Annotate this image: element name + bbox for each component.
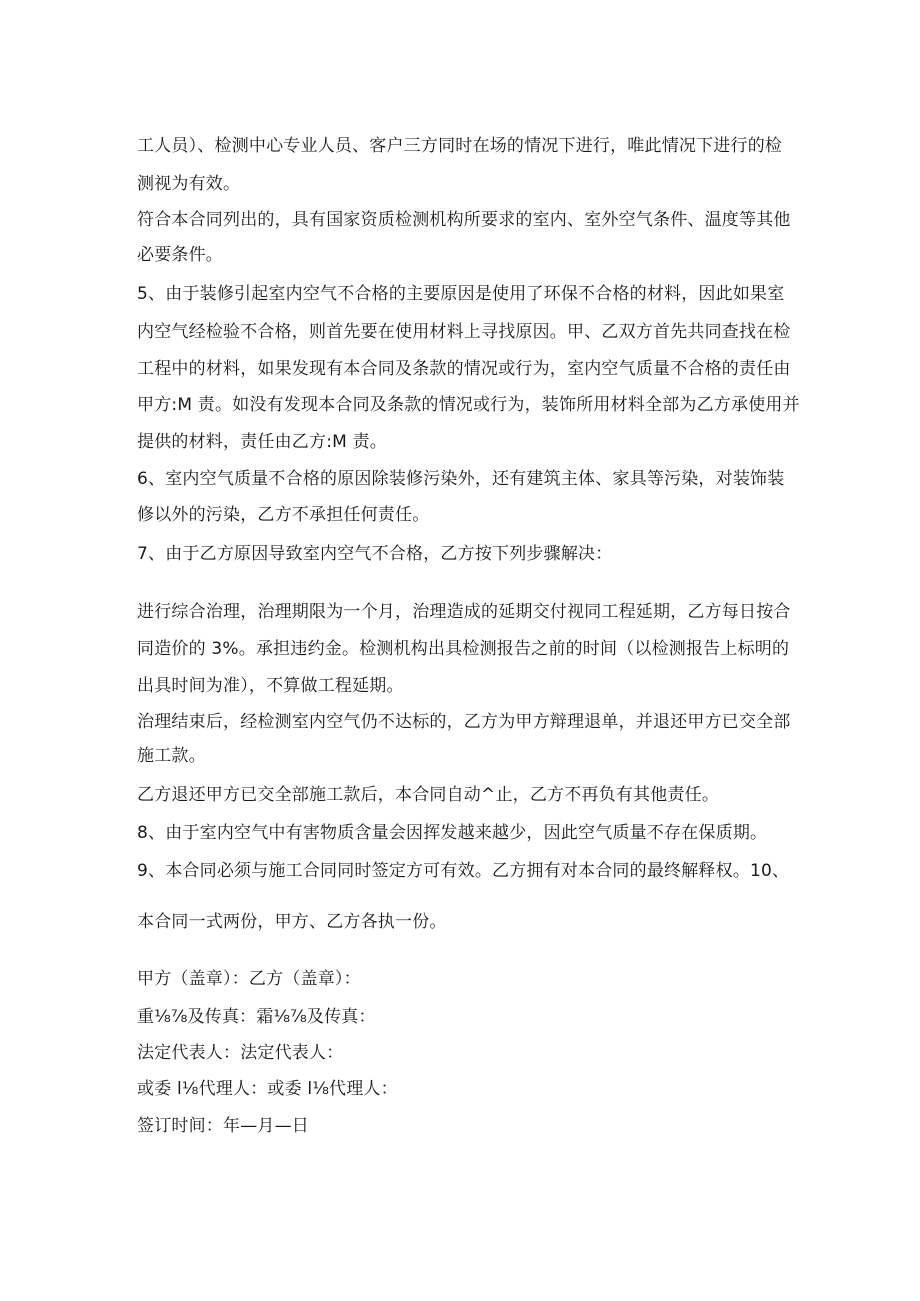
text-line: 同造价的 3%。承担违约金。检测机构出具检测报告之前的时间（以检测报告上标明的	[137, 639, 790, 659]
text-line: 符合本合同列出的，具有国家资质检测机构所要求的室内、室外空气条件、温度等其他	[137, 210, 791, 230]
text-line: 工人员）、检测中心专业人员、客户三方同时在场的情况下进行，唯此情况下进行的检	[137, 136, 783, 156]
text-line: 进行综合治理，治理期限为一个月，治理造成的延期交付视同工程延期，乙方每日按合	[137, 602, 791, 622]
text-line: 提供的材料，责任由乙方:M 责。	[137, 432, 387, 452]
text-line: 5、由于装修引起室内空气不合格的主要原因是使用了环保不合格的材料，因此如果室	[137, 284, 785, 304]
text-line: 乙方退还甲方已交全部施工款后，本合同自动^止，乙方不再负有其他责任。	[137, 785, 720, 805]
text-line: 6、室内空气质量不合格的原因除装修污染外，还有建筑主体、家具等污染，对装饰装	[137, 469, 785, 489]
text-line: 出具时间为准），不算做工程延期。	[137, 676, 404, 696]
text-line: 甲方:M 责。如没有发现本合同及条款的情况或行为，装饰所用材料全部为乙方承使用并	[137, 395, 800, 415]
text-line: 测视为有效。	[137, 174, 241, 194]
text-line: 施工款。	[137, 746, 206, 766]
text-line: 8、由于室内空气中有害物质含量会因挥发越来越少，因此空气质量不存在保质期。	[137, 823, 768, 843]
text-line: 工程中的材料，如果发现有本合同及条款的情况或行为，室内空气质量不合格的责任由	[137, 359, 791, 379]
signature-line-phone-fax: 重⅛⅞及传真：霜⅛⅞及传真：	[137, 1007, 376, 1027]
text-line: 本合同一式两份，甲方、乙方各执一份。	[137, 912, 447, 932]
signature-line-agent: 或委 l⅛代理人：或委 l⅛代理人：	[137, 1079, 398, 1099]
signature-line-seal: 甲方（盖章）：乙方（盖章）：	[137, 969, 361, 989]
signature-line-date: 签订时间：年—月—日	[137, 1116, 309, 1136]
signature-line-legal-rep: 法定代表人：法定代表人：	[137, 1043, 344, 1063]
text-line: 修以外的污染，乙方不承担任何责任。	[137, 505, 430, 525]
text-line: 7、由于乙方原因导致室内空气不合格，乙方按下列步骤解决：	[137, 544, 613, 564]
text-line: 必要条件。	[137, 245, 223, 265]
text-line: 治理结束后，经检测室内空气仍不达标的，乙方为甲方辩理退单，并退还甲方已交全部	[137, 712, 791, 732]
text-line: 内空气经检验不合格，则首先要在使用材料上寻找原因。甲、乙双方首先共同查找在检	[137, 322, 791, 342]
text-line: 9、本合同必须与施工合同同时签定方可有效。乙方拥有对本合同的最终解释权。10、	[137, 861, 790, 881]
